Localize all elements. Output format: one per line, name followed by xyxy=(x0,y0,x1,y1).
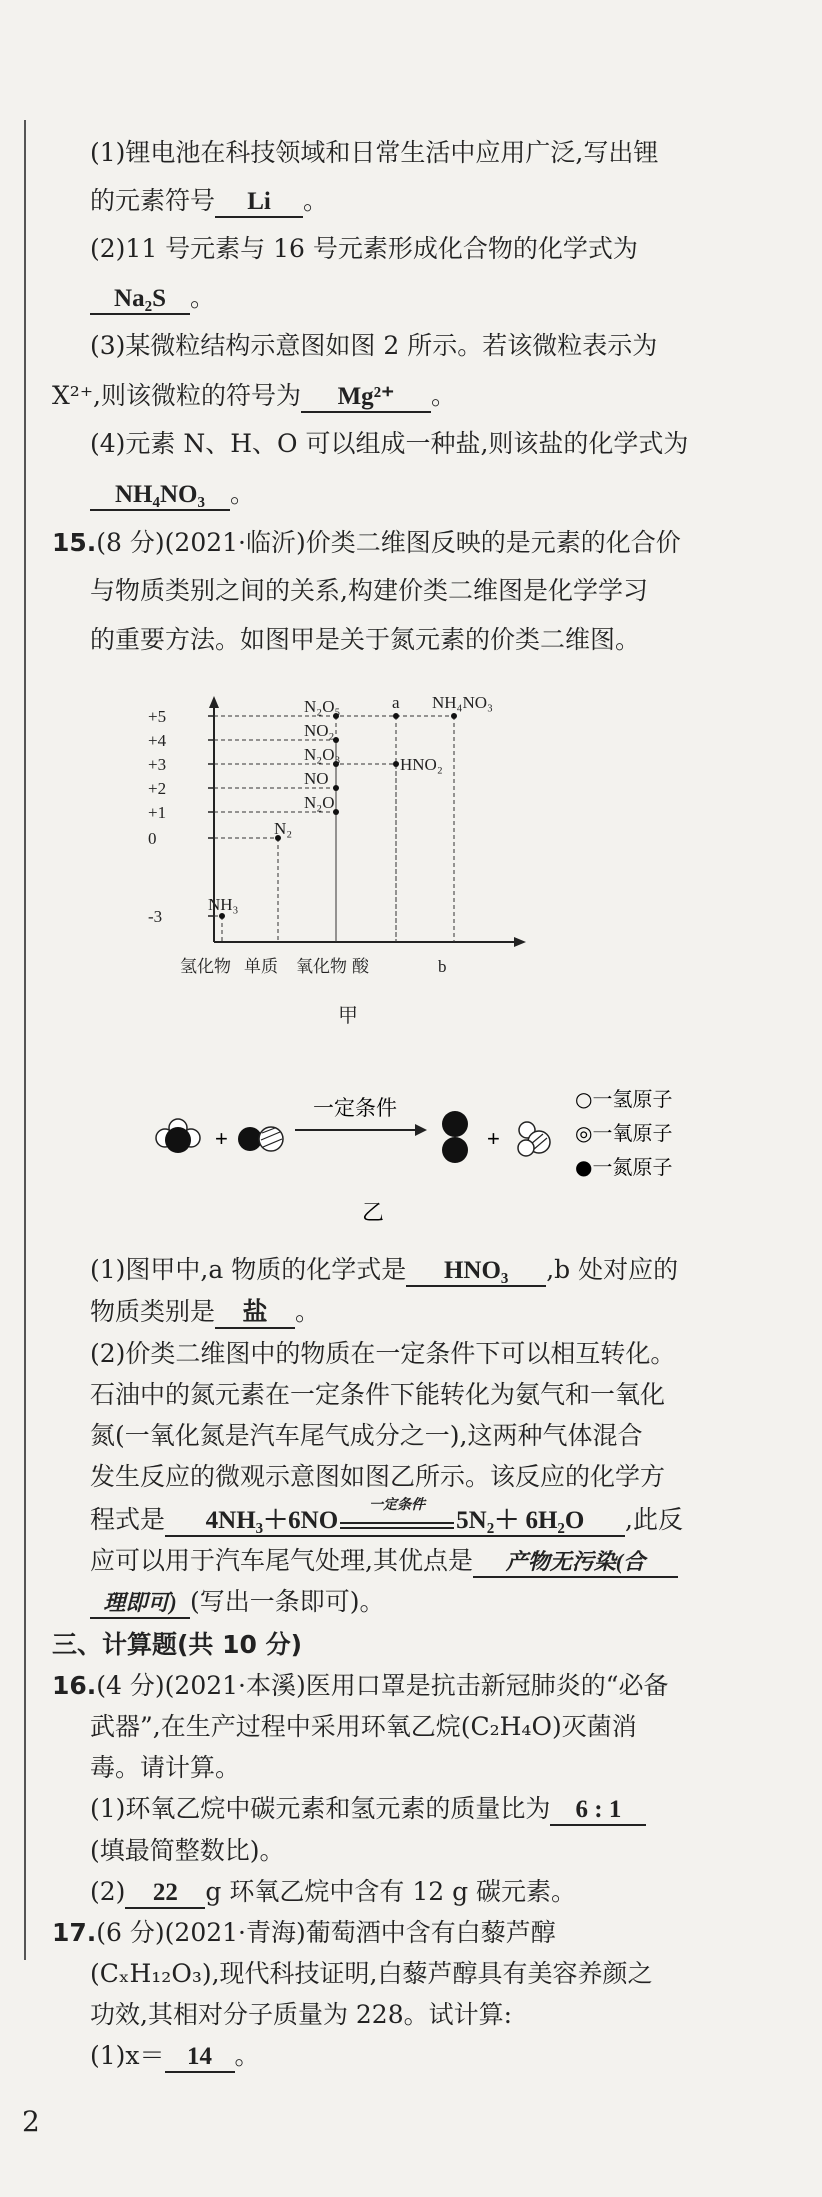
q15-line1: 15.(8 分)(2021·临沂)价类二维图反映的是元素的化合价 xyxy=(52,528,681,557)
point-NO xyxy=(333,785,339,791)
q15-part2-line3: 氮(一氧化氮是汽车尾气成分之一),这两种气体混合 xyxy=(90,1421,643,1450)
page-number: 2 xyxy=(22,2105,40,2138)
legend-oxygen: ◎一氧原子 xyxy=(575,1121,673,1145)
answer-hno3: HNO₃ xyxy=(406,1257,546,1287)
section-3-title: 三、计算题(共 10 分) xyxy=(52,1630,303,1659)
x-category-label: 酸 xyxy=(352,957,369,976)
q16-line1: 16.(4 分)(2021·本溪)医用口罩是抗击新冠肺炎的“必备 xyxy=(52,1671,669,1700)
q15-part2-line4: 发生反应的微观示意图如图乙所示。该反应的化学方 xyxy=(90,1462,666,1491)
point-label: HNO₂ xyxy=(400,755,443,774)
point-label: NH₄NO₃ xyxy=(432,693,493,712)
plus-2: + xyxy=(487,1126,500,1151)
q17-part1: (1)x＝ 14 。 xyxy=(90,2040,260,2073)
valence-chart xyxy=(140,690,640,1030)
q16-line3: 毒。请计算。 xyxy=(90,1753,241,1782)
n2-molecule xyxy=(442,1111,468,1163)
q15-part2-advantage-line2: 理即可) (写出一条即可)。 xyxy=(90,1586,385,1619)
x-category-label: 单质 xyxy=(244,957,278,976)
answer-6-1: 6 : 1 xyxy=(550,1796,646,1826)
answer-mg2: Mg²⁺ xyxy=(301,383,431,413)
answer-advantage-cont: 理即可) xyxy=(90,1589,190,1619)
q17-line2: (CₓH₁₂O₃),现代科技证明,白藜芦醇具有美容养颜之 xyxy=(90,1959,653,1988)
point-label: NO₂ xyxy=(304,721,335,740)
y-axis-arrow xyxy=(209,696,219,708)
point-HNO₂ xyxy=(393,761,399,767)
q15-part2-advantage-line1: 应可以用于汽车尾气处理,其优点是 产物无污染(合 xyxy=(90,1545,678,1578)
q17-line3: 功效,其相对分子质量为 228。试计算: xyxy=(90,2000,513,2029)
point-label: NO xyxy=(304,769,329,788)
y-tick-label: +3 xyxy=(148,755,167,774)
q14-part4-line2: NH₄NO₃ 。 xyxy=(90,478,255,511)
answer-li: Li xyxy=(215,188,303,218)
q14-part3-line2: X²⁺,则该微粒的符号为 Mg²⁺ 。 xyxy=(52,380,456,413)
point-label: a xyxy=(392,693,400,712)
h2o-molecule xyxy=(518,1122,550,1156)
answer-22: 22 xyxy=(125,1879,205,1909)
q16-part2: (2) 22 g 环氧乙烷中含有 12 g 碳元素。 xyxy=(90,1876,576,1909)
no-molecule xyxy=(238,1127,283,1151)
point-label: N₂ xyxy=(274,819,293,838)
answer-equation: 4NH₃＋6NO 一定条件 5N₂＋ 6H₂O xyxy=(165,1507,625,1537)
y-tick-label: +2 xyxy=(148,779,167,798)
margin-line xyxy=(24,120,26,1960)
plus-1: + xyxy=(215,1126,228,1151)
x-axis-arrow xyxy=(514,937,526,947)
point-label: NH₃ xyxy=(208,895,239,914)
q15-part2-equation-line: 程式是 4NH₃＋6NO 一定条件 5N₂＋ 6H₂O ,此反 xyxy=(90,1504,683,1537)
answer-14: 14 xyxy=(165,2043,235,2073)
point-a xyxy=(393,713,399,719)
q16-line2: 武器”,在生产过程中采用环氧乙烷(C₂H₄O)灭菌消 xyxy=(90,1712,637,1741)
reaction-diagram xyxy=(135,1060,695,1230)
q15-line2: 与物质类别之间的关系,构建价类二维图是化学学习 xyxy=(90,576,648,605)
point-label: N₂O₃ xyxy=(304,745,341,764)
reaction-condition: 一定条件 xyxy=(313,1096,397,1120)
q14-part2-line2: Na₂S 。 xyxy=(90,282,215,315)
q16-part1-line1: (1)环氧乙烷中碳元素和氢元素的质量比为 6 : 1 xyxy=(90,1793,646,1826)
legend-hydrogen: ○一氢原子 xyxy=(575,1087,673,1111)
x-category-label: 氢化物 xyxy=(180,957,231,976)
q14-part3-line1: (3)某微粒结构示意图如图 2 所示。若该微粒表示为 xyxy=(90,331,658,360)
point-label: N₂O xyxy=(304,793,335,812)
answer-nh4no3: NH₄NO₃ xyxy=(90,481,230,511)
q14-part1-line2: 的元素符号 Li 。 xyxy=(90,185,328,218)
y-tick-label: +5 xyxy=(148,707,167,726)
reaction-caption: 乙 xyxy=(361,1201,385,1226)
x-category-label: 氧化物 xyxy=(296,957,347,976)
q15-part2-line2: 石油中的氮元素在一定条件下能转化为氨气和一氧化 xyxy=(90,1380,666,1409)
q15-part2-line1: (2)价类二维图中的物质在一定条件下可以相互转化。 xyxy=(90,1339,676,1368)
q14-part2-line1: (2)11 号元素与 16 号元素形成化合物的化学式为 xyxy=(90,234,638,263)
reaction-arrowhead xyxy=(415,1124,427,1136)
y-tick-label: 0 xyxy=(148,829,157,848)
answer-advantage: 产物无污染(合 xyxy=(473,1548,678,1578)
answer-na2s: Na₂S xyxy=(90,285,190,315)
nh3-molecule xyxy=(156,1119,200,1153)
x-category-label: b xyxy=(438,957,447,976)
equation-condition: 一定条件 xyxy=(338,1510,456,1535)
y-tick-label: +4 xyxy=(148,731,167,750)
answer-salt: 盐 xyxy=(215,1299,295,1329)
q14-part4-line1: (4)元素 N、H、O 可以组成一种盐,则该盐的化学式为 xyxy=(90,429,689,458)
point-NH₄NO₃ xyxy=(451,713,457,719)
q14-part1-line1: (1)锂电池在科技领域和日常生活中应用广泛,写出锂 xyxy=(90,138,659,167)
legend-nitrogen: ●一氮原子 xyxy=(575,1155,673,1179)
q15-part1-line2: 物质类别是 盐 。 xyxy=(90,1296,320,1329)
point-label: N₂O₅ xyxy=(304,697,341,716)
q16-part1-line2: (填最简整数比)。 xyxy=(90,1836,285,1865)
y-tick-label: -3 xyxy=(148,907,163,926)
q15-part1-line1: (1)图甲中,a 物质的化学式是 HNO₃ ,b 处对应的 xyxy=(90,1254,678,1287)
q17-line1: 17.(6 分)(2021·青海)葡萄酒中含有白藜芦醇 xyxy=(52,1918,556,1947)
y-tick-label: +1 xyxy=(148,803,167,822)
q15-line3: 的重要方法。如图甲是关于氮元素的价类二维图。 xyxy=(90,625,641,654)
chart-title: 甲 xyxy=(338,1005,358,1027)
